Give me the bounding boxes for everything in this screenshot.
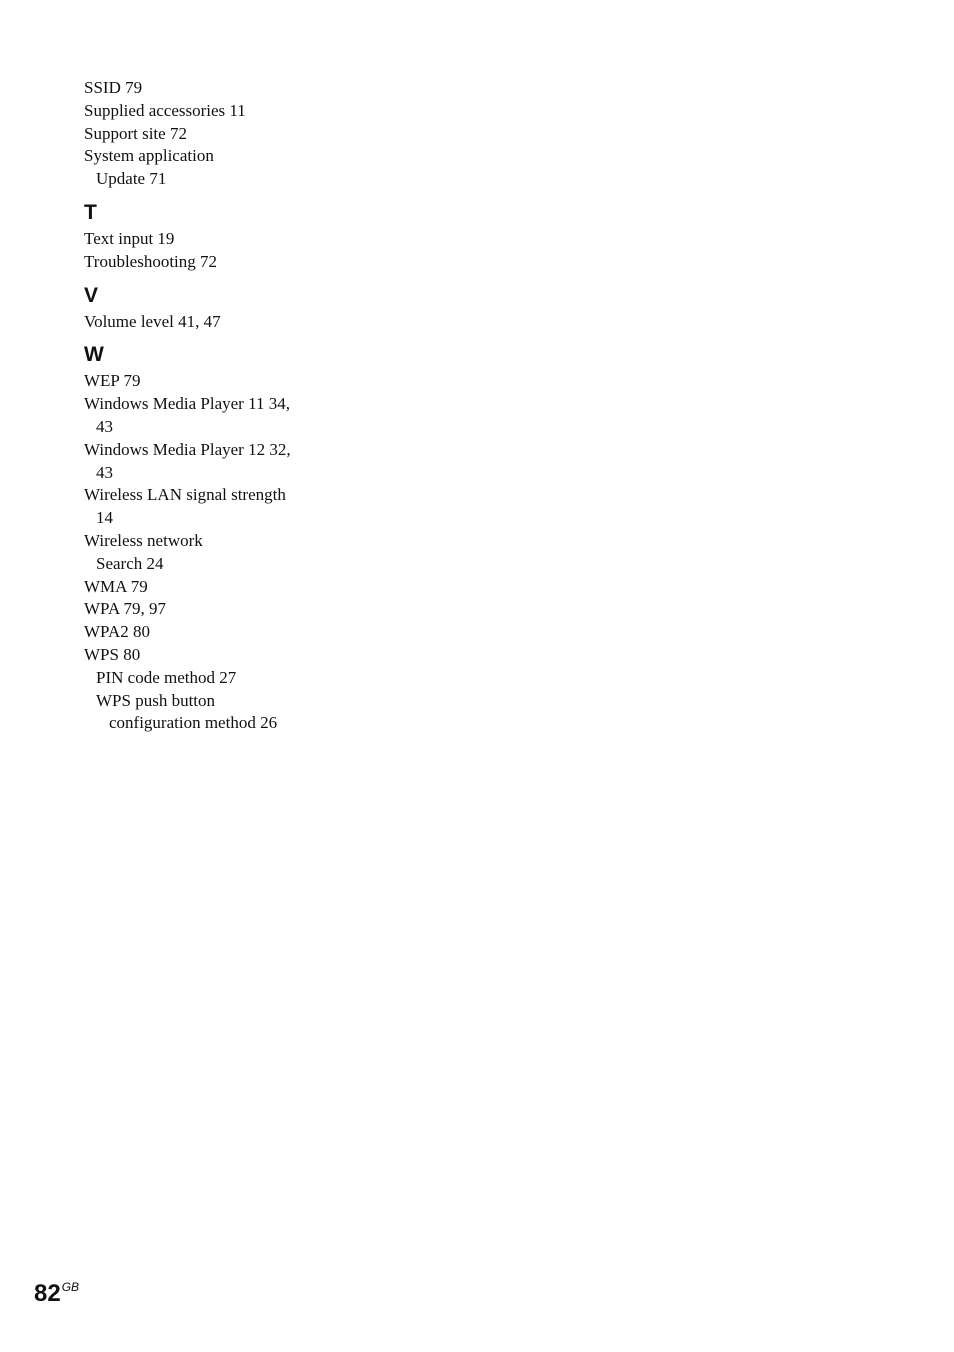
index-heading-w: W bbox=[84, 343, 104, 367]
index-entry-wma: WMA 79 bbox=[84, 576, 148, 596]
index-entry-volume-level: Volume level 41, 47 bbox=[84, 311, 221, 331]
index-entry-wpa: WPA 79, 97 bbox=[84, 599, 167, 619]
index-entry-wireless-lan-signal-strength-continued: 14 bbox=[96, 508, 113, 528]
index-entry-support-site: Support site 72 bbox=[84, 123, 187, 143]
index-entry-ssid: SSID 79 bbox=[84, 78, 143, 97]
page-region-suffix: GB bbox=[61, 1280, 80, 1294]
index-subentry-wps-push-button: WPS push button bbox=[96, 690, 216, 710]
index-entry-system-application: System application bbox=[84, 146, 214, 166]
index-entry-wps: WPS 80 bbox=[84, 644, 141, 664]
page-number: 82 bbox=[34, 1280, 61, 1307]
index-entry-wpa2: WPA2 80 bbox=[84, 622, 150, 642]
page-footer bbox=[34, 1280, 79, 1308]
index-entry-wmp12: Windows Media Player 12 32, bbox=[84, 439, 291, 459]
index-entry-supplied-accessories: Supplied accessories 11 bbox=[84, 100, 246, 120]
index-subentry-pin-code-method: PIN code method 27 bbox=[96, 667, 237, 687]
index-subentry-configuration-method: configuration method 26 bbox=[109, 713, 278, 733]
index-entry-text-input: Text input 19 bbox=[84, 228, 175, 248]
index-entry-wmp11-continued: 43 bbox=[96, 416, 113, 436]
index-entry-wireless-network: Wireless network bbox=[84, 530, 203, 550]
index-entry-wep: WEP 79 bbox=[84, 371, 141, 391]
index-column bbox=[84, 77, 324, 735]
index-heading-t: T bbox=[84, 200, 97, 224]
index-entry-wmp11: Windows Media Player 11 34, bbox=[84, 394, 290, 414]
index-heading-v: V bbox=[84, 283, 99, 307]
index-entry-wmp12-continued: 43 bbox=[96, 462, 113, 482]
index-entry-wireless-lan-signal-strength: Wireless LAN signal strength bbox=[84, 485, 286, 505]
index-subentry-update: Update 71 bbox=[96, 169, 167, 189]
index-entry-troubleshooting: Troubleshooting 72 bbox=[84, 251, 218, 271]
index-subentry-search: Search 24 bbox=[96, 553, 164, 573]
